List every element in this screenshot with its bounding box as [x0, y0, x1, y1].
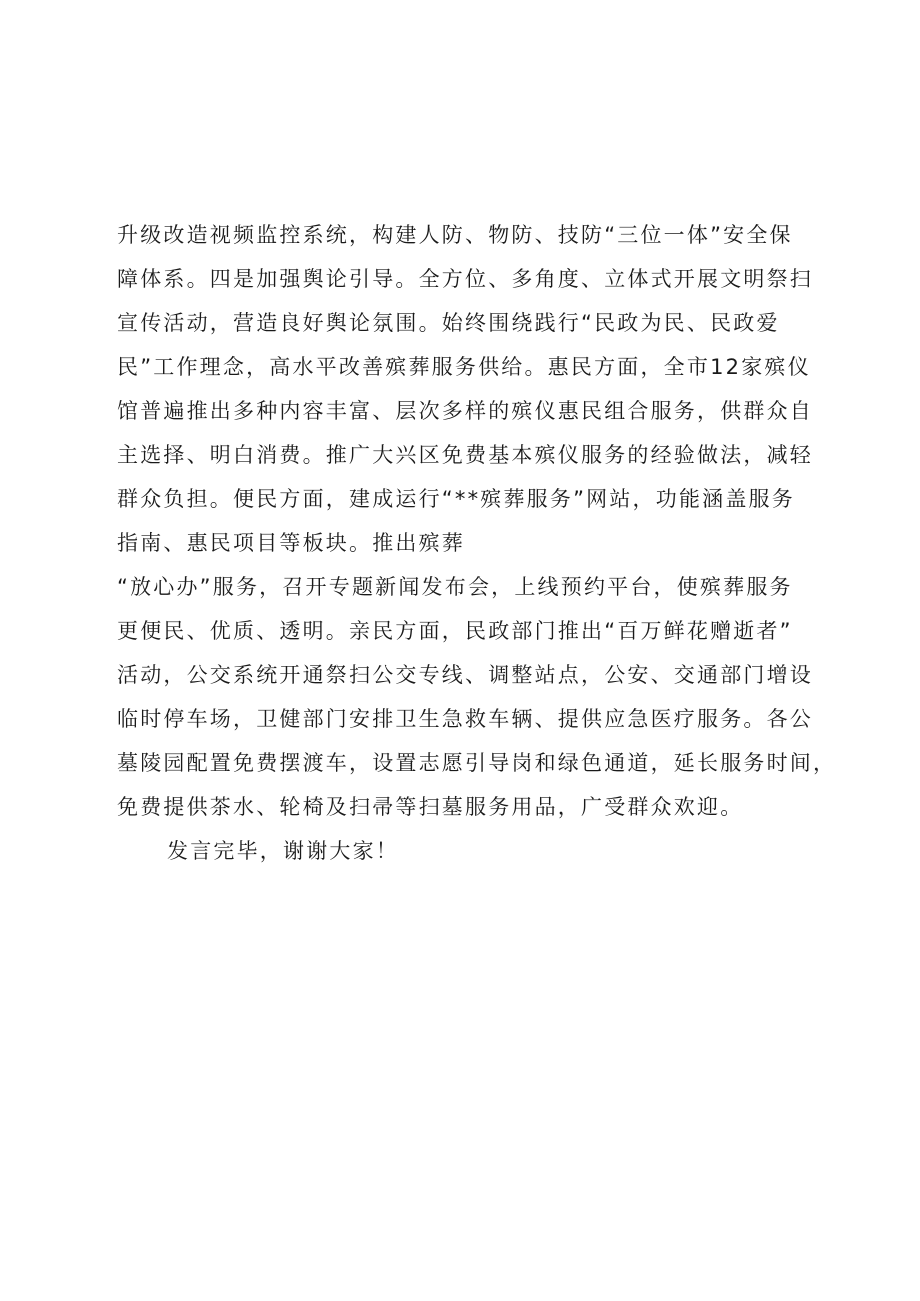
paragraph-line: 更便民、优质、透明。亲民方面，民政部门推出“百万鲜花赠逝者”: [117, 619, 793, 643]
paragraph-line: 宣传活动，营造良好舆论氛围。始终围绕践行“民政为民、民政爱: [117, 311, 780, 335]
paragraph-line: 临时停车场，卫健部门安排卫生急救车辆、提供应急医疗服务。各公: [117, 707, 813, 731]
paragraph-line: “放心办”服务，召开专题新闻发布会，上线预约平台，使殡葬服务: [117, 575, 793, 599]
document-body: [117, 213, 837, 873]
paragraph-line: 指南、惠民项目等板块。推出殡葬: [117, 531, 465, 555]
paragraph-line: 主选择、明白消费。推广大兴区免费基本殡仪服务的经验做法，减轻: [117, 443, 813, 467]
paragraph-line: 升级改造视频监控系统，构建人防、物防、技防“三位一体”安全保: [117, 223, 793, 247]
paragraph-line: 障体系。四是加强舆论引导。全方位、多角度、立体式开展文明祭扫: [117, 267, 813, 291]
paragraph-line: 民”工作理念，高水平改善殡葬服务供给。惠民方面，全市12家殡仪: [117, 355, 811, 379]
paragraph-line: 群众负担。便民方面，建成运行“**殡葬服务”网站，功能涵盖服务: [117, 487, 795, 511]
paragraph-line: 馆普遍推出多种内容丰富、层次多样的殡仪惠民组合服务，供群众自: [117, 399, 813, 423]
paragraph-line: 免费提供茶水、轮椅及扫帚等扫墓服务用品，广受群众欢迎。: [117, 795, 744, 819]
paragraph-line: 墓陵园配置免费摆渡车，设置志愿引导岗和绿色通道，延长服务时间，: [117, 751, 837, 775]
paragraph-line: 活动，公交系统开通祭扫公交专线、调整站点，公安、交通部门增设: [117, 663, 813, 687]
closing-line: 发言完毕，谢谢大家！: [167, 839, 399, 863]
